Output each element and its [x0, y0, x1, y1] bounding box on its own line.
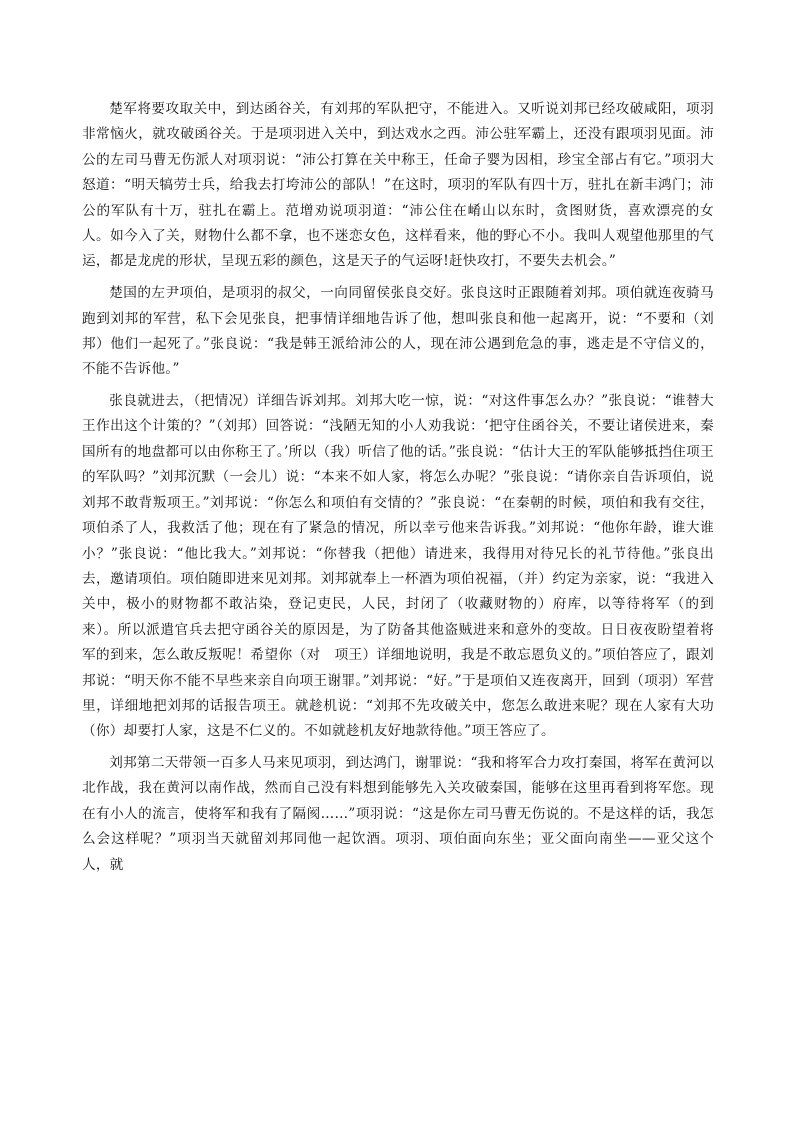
paragraph-4: 刘邦第二天带领一百多人马来见项羽，到达鸿门，谢罪说：“我和将军合力攻打秦国，将军在黄河以北作战，我在黄河以南作战，然而自己没有料想到能够先入关攻破秦国，能够在这里再看到将军您。现在有小人的流言，使将军和我有了隔阂……”项羽说：“这是你左司马曹无伤说的。不是这样的话，我怎么会这样呢？”项羽当天就留刘邦同他一起饮酒。项羽、项伯面向东坐；亚父面向南坐——亚父这个人，就 — [82, 755, 714, 873]
paragraph-1: 楚军将要攻取关中，到达函谷关，有刘邦的军队把守，不能进入。又听说刘邦已经攻破咸阳，项羽非常恼火，就攻破函谷关。于是项羽进入关中，到达戏水之西。沛公驻军霸上，还没有跟项羽见面。沛公的左司马曹无伤派人对项羽说：“沛公打算在关中称王，任命子婴为因相，珍宝全部占有它。”项羽大怒道：“明天犒劳士兵，给我去打垮沛公的部队！”在这时，项羽的军队有四十万，驻扎在新丰鸿门；沛公的军队有十万，驻扎在霸上。范增劝说项羽道：“沛公住在崤山以东时，贪图财货，喜欢漂亮的女人。如今入了关，财物什么都不拿，也不迷恋女色，这样看来，他的野心不小。我叫人观望他那里的气运，都是龙虎的形状，呈现五彩的颜色，这是天子的气运呀!赶快攻打，不要失去机会。” — [82, 101, 714, 270]
paragraph-2: 楚国的左尹项伯，是项羽的叔父，一向同留侯张良交好。张良这时正跟随着刘邦。项伯就连夜骑马跑到刘邦的军营，私下会见张良，把事情详细地告诉了他，想叫张良和他一起离开，说：“不要和（刘邦）他们一起死了。”张良说：“我是韩王派给沛公的人，现在沛公遇到危急的事，逃走是不守信义的，不能不告诉他。” — [82, 285, 714, 378]
document-body — [82, 97, 714, 884]
paragraph-3: 张良就进去，（把情况）详细告诉刘邦。刘邦大吃一惊，说：“对这件事怎么办？”张良说：“谁替大王作出这个计策的？”（刘邦）回答说：“浅陋无知的小人劝我说：‘把守住函谷关，不要让诸侯进来，秦国所有的地盘都可以由你称王了。’所以（我）听信了他的话。”张良说：“估计大王的军队能够抵挡住项王的军队吗？”刘邦沉默（一会儿）说：“本来不如人家，将怎么办呢？”张良说：“请你亲自告诉项伯，说刘邦不敢背叛项王。”刘邦说：“你怎么和项伯有交情的？”张良说：“在秦朝的时候，项伯和我有交往，项伯杀了人，我救活了他；现在有了紧急的情况，所以幸亏他来告诉我。”刘邦说：“他你年龄，谁大谁小？”张良说：“他比我大。”刘邦说：“你替我（把他）请进来，我得用对待兄长的礼节待他。”张良出去，邀请项伯。项伯随即进来见刘邦。刘邦就奉上一杯酒为项伯祝福，（并）约定为亲家，说：“我进入关中，极小的财物都不敢沾染，登记吏民，人民，封闭了（收藏财物的）府库，以等待将军（的到来）。所以派遣官兵去把守函谷关的原因是，为了防备其他盗贼进来和意外的变故。日日夜夜盼望着将军的到来，怎么敢反叛呢！希望你（对 项王）详细地说明，我是不敢忘恩负义的。”项伯答应了，跟刘邦说：“明天你不能不早些来亲自向项王谢罪。”刘邦说：“好。”于是项伯又连夜离开，回到（项羽）军营里，详细地把刘邦的话报告项王。就趁机说：“刘邦不先攻破关中，您怎么敢进来呢？现在人家有大功（你）却要打人家，这是不仁义的。不如就趁机友好地款待他。”项王答应了。 — [82, 393, 714, 740]
